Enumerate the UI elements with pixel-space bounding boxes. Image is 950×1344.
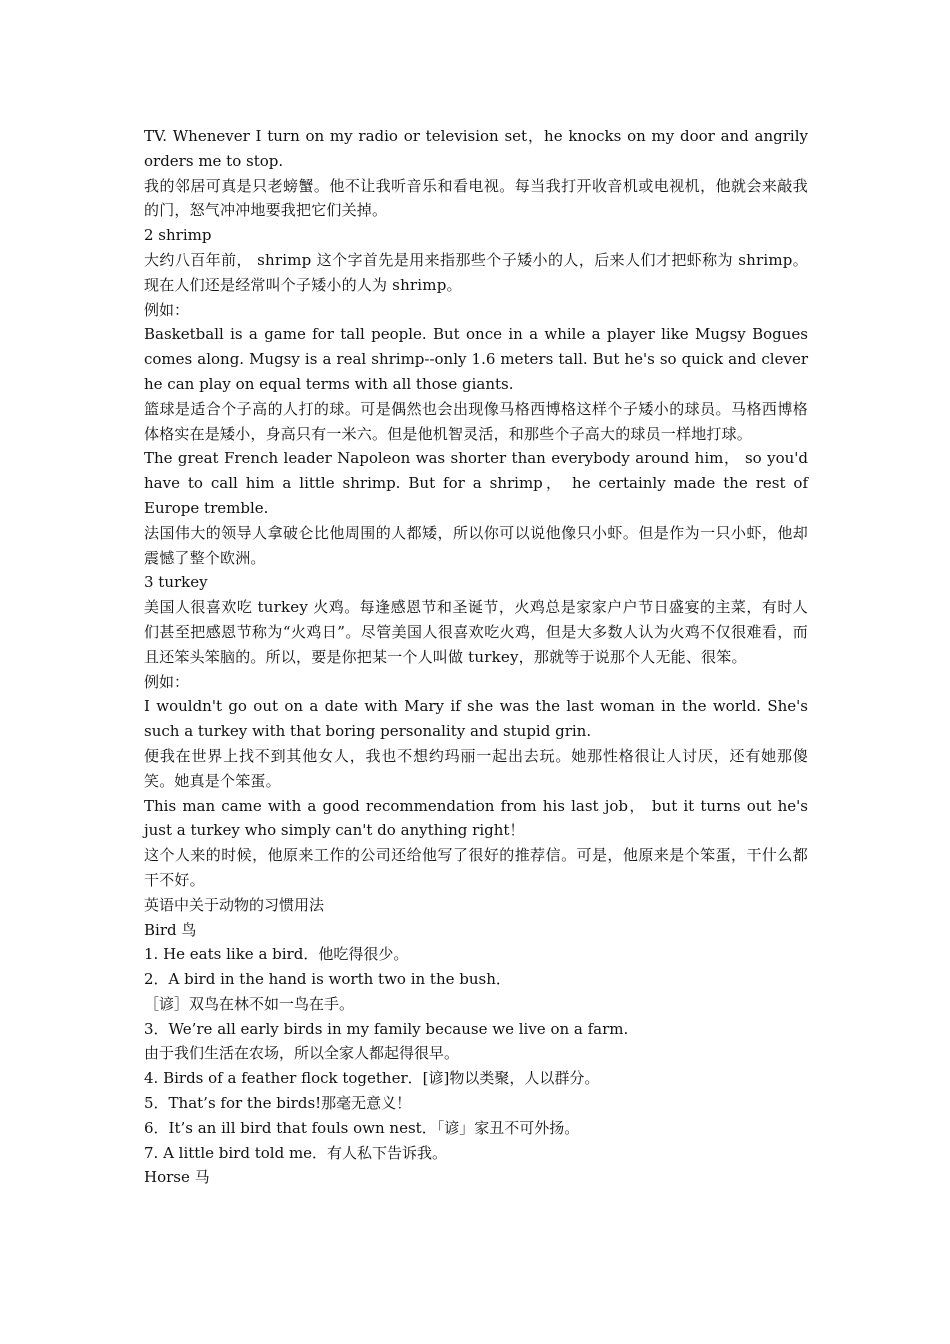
paragraph: I wouldn't go out on a date with Mary if she was the last woman in the world. She's such a turkey with that boring personality and stupid grin. xyxy=(144,697,808,741)
idiom-line: 5．That’s for the birds!那毫无意义！ xyxy=(144,1094,412,1113)
paragraph: 便我在世界上找不到其他女人，我也不想约玛丽一起出去玩。她那性格很让人讨厌，还有她那傻笑。她真是个笨蛋。 xyxy=(144,746,808,790)
idiom-line: 3．We’re all early birds in my family because we live on a farm. xyxy=(144,1019,629,1038)
example-label: 例如： xyxy=(144,300,190,319)
paragraph: TV. Whenever I turn on my radio or television set，he knocks on my door and angrily orders me to stop. xyxy=(144,127,808,170)
paragraph: 我的邻居可真是只老螃蟹。他不让我听音乐和看电视。每当我打开收音机或电视机，他就会来敲我的门，怒气冲冲地要我把它们关掉。 xyxy=(144,176,808,220)
paragraph: 篮球是适合个子高的人打的球。可是偶然也会出现像马格西博格这样个子矮小的球员。马格西博格体格实在是矮小，身高只有一米六。但是他机智灵活，和那些个子高大的球员一样地打球。 xyxy=(144,399,808,443)
idiom-line: 1. He eats like a bird．他吃得很少。 xyxy=(144,945,409,964)
paragraph: Basketball is a game for tall people. But once in a while a player like Mugsy Bogues comes along. Mugsy is a real shrimp--only 1.6 meters tall. But he's so quick and clever he can play on equal terms with all those giants. xyxy=(144,325,808,393)
idiom-line: ［谚］双鸟在林不如一鸟在手。 xyxy=(144,994,355,1013)
paragraph: 大约八百年前， shrimp 这个字首先是用来指那些个子矮小的人，后来人们才把虾称为 shrimp。现在人们还是经常叫个子矮小的人为 shrimp。 xyxy=(144,250,808,294)
idiom-line: 4. Birds of a feather flock together．[谚]物以类聚，人以群分。 xyxy=(144,1069,600,1088)
subsection-heading: Horse 马 xyxy=(144,1168,210,1187)
idiom-line: 7. A little bird told me．有人私下告诉我。 xyxy=(144,1143,448,1162)
idiom-line: 由于我们生活在农场，所以全家人都起得很早。 xyxy=(144,1044,460,1063)
paragraph: 法国伟大的领导人拿破仑比他周围的人都矮，所以你可以说他像只小虾。但是作为一只小虾，他却震憾了整个欧洲。 xyxy=(144,523,808,567)
section-heading: 英语中关于动物的习惯用法 xyxy=(144,895,325,914)
paragraph: The great French leader Napoleon was shorter than everybody around him， so you'd have to call him a little shrimp. But for a shrimp， he certainly made the rest of Europe tremble. xyxy=(144,449,808,517)
document-body xyxy=(144,124,808,1190)
idiom-line: 6．It’s an ill bird that fouls own nest．「谚」家丑不可外扬。 xyxy=(144,1118,580,1137)
paragraph: 美国人很喜欢吃 turkey 火鸡。每逢感恩节和圣诞节，火鸡总是家家户户节日盛宴的主菜，有时人们甚至把感恩节称为“火鸡日”。尽管美国人很喜欢吃火鸡，但是大多数人认为火鸡不仅很难看，而且还笨头笨脑的。所以，要是你把某一个人叫做 turkey，那就等于说那个人无能、很笨。 xyxy=(144,598,808,666)
paragraph: 这个人来的时候，他原来工作的公司还给他写了很好的推荐信。可是，他原来是个笨蛋，干什么都干不好。 xyxy=(144,846,808,889)
section-heading: 2 shrimp xyxy=(144,226,212,245)
subsection-heading: Bird 鸟 xyxy=(144,920,197,939)
idiom-line: 2．A bird in the hand is worth two in the bush． xyxy=(144,970,511,989)
paragraph: This man came with a good recommendation from his last job， but it turns out he's just a turkey who simply can't do anything right！ xyxy=(144,796,808,840)
example-label: 例如： xyxy=(144,672,190,691)
section-heading: 3 turkey xyxy=(144,573,208,592)
